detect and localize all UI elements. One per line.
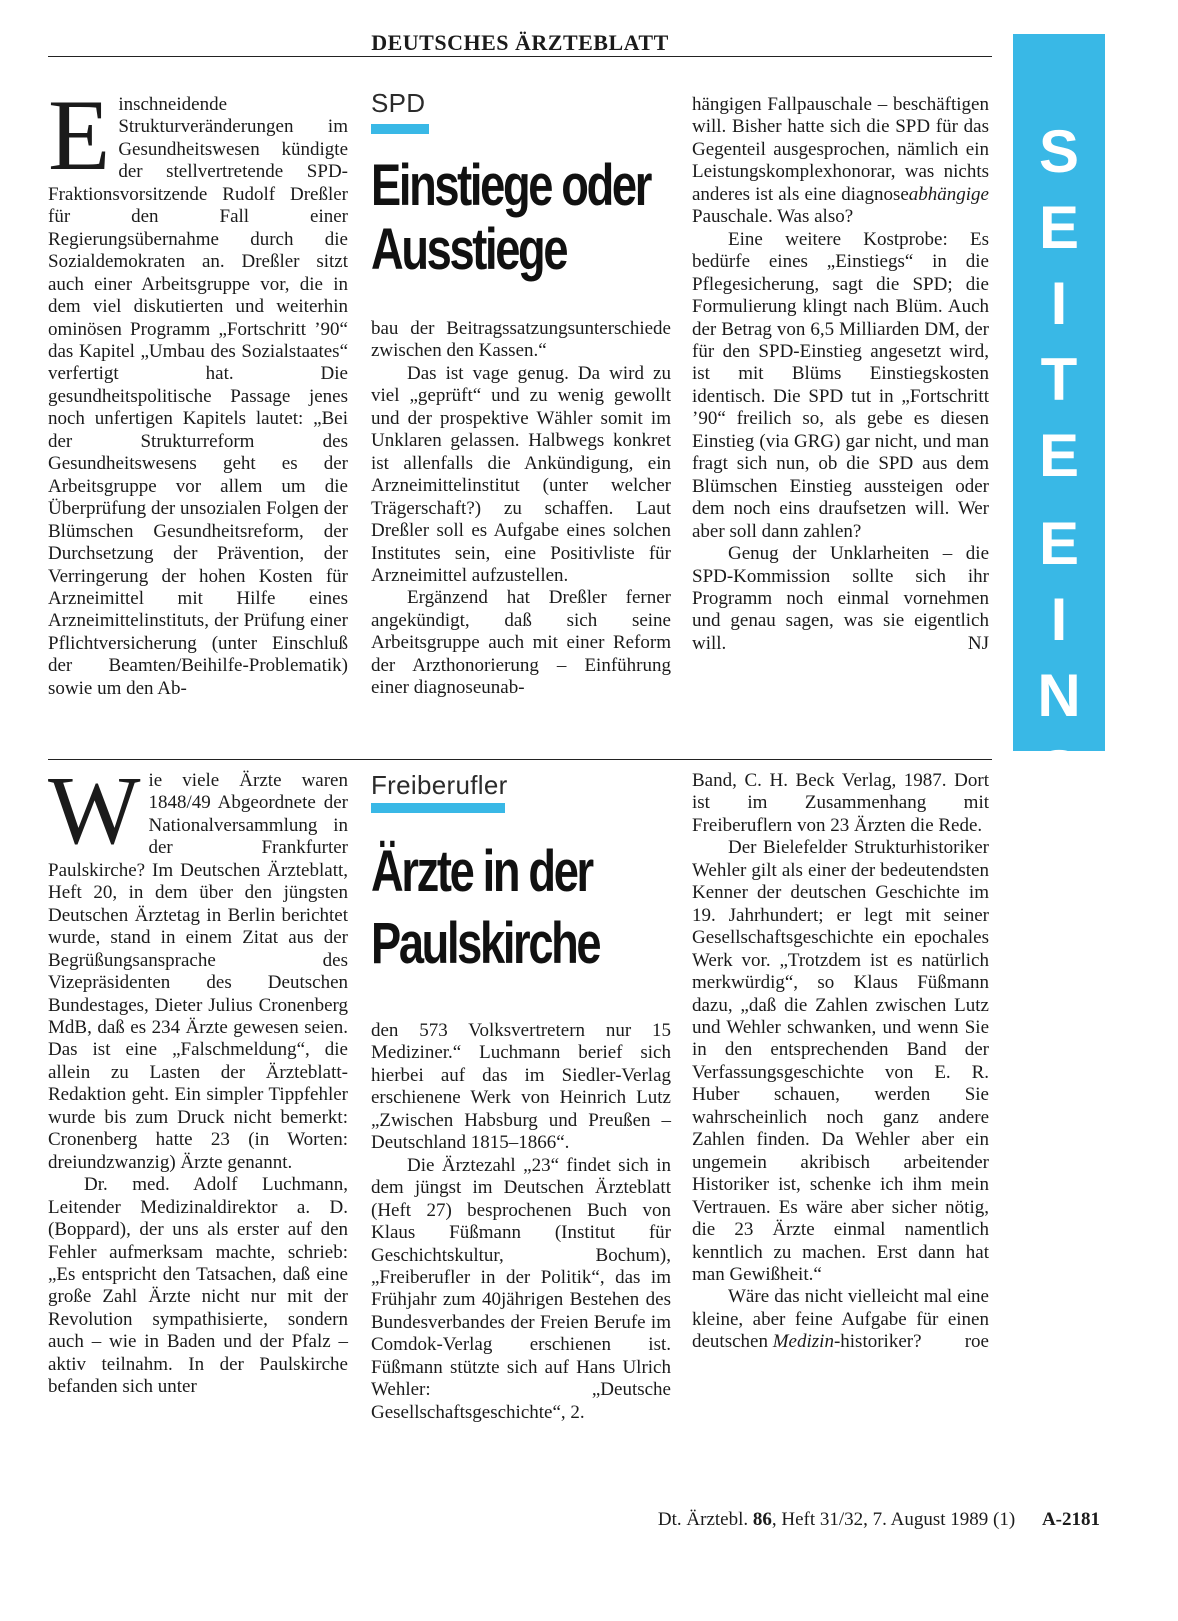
- article1-column3: [692, 94, 989, 655]
- article1-column1: [48, 79, 348, 700]
- sidebar-letter: I: [1050, 586, 1068, 653]
- headline-line: Paulskirche: [371, 911, 600, 976]
- paragraph: Eine weitere Kostprobe: Es bedürfe eines „Einstiegs“ in die Pflegesicherung, sagt die SPD; die Formulierung klingt nach Blüm. Auch der Betrag von 6,5 Milliarden DM, der für den SPD-Einstieg angesetzt wird, ist mit Blüms Einstiegskosten identisch. Die SPD tut in „Fortschritt ’90“ freilich so, als gebe es diesen Einstieg (via GRG) gar nicht, und man fragt sich nun, ob die SPD aus dem Blümschen Einstieg aussteigen oder dem noch eins draufsetzen will. Wer aber soll dann zahlen?: [692, 228, 989, 542]
- text: Wäre das nicht vielleicht mal eine kleine, aber feine Aufgabe für einen deutschen: [692, 1286, 989, 1353]
- drop-cap: W: [48, 757, 141, 865]
- article2-headline: [371, 836, 599, 980]
- article2-lead-text: ie viele Ärzte waren 1848/49 Abgeordnete der Nationalversammlung in der Frankfurter Paulskirche? Im Deutschen Ärzteblatt, Heft 20, in dem über den jüngsten Deutschen Ärztetag in Berlin berichtet wurde, stand in einem Zitat aus der Begrüßungsansprache des Vizepräsidenten des Deutschen Bundestages, Dieter Julius Cronenberg MdB, daß es 234 Ärzte gewesen seien. Das ist eine „Falschmeldung“, die allein zu Lasten der Ärzteblatt-Redaktion geht. Ein simpler Tippfehler wurde bis zum Druck nicht bemerkt: Cronenberg hatte 23 (in Worten: dreiundzwanzig) Ärzte genannt.: [48, 770, 348, 1173]
- article1-kicker: SPD: [371, 88, 426, 118]
- article1-column2: [371, 318, 671, 700]
- journal-name: Dt. Ärztebl.: [657, 1509, 749, 1530]
- sidebar-letter: I: [1050, 270, 1068, 337]
- issue-info: , Heft 31/32, 7. August 1989 (1): [771, 1509, 1016, 1530]
- paragraph: Genug der Unklarheiten – die SPD-Kommission sollte sich ihr Programm noch einmal vornehmen und genau sagen, was sie eigentlich will.: [692, 543, 989, 654]
- sidebar-letter: E: [1038, 194, 1080, 261]
- paragraph: Das ist vage genug. Da wird zu viel „geprüft“ und zu wenig gewollt und der prospektive Wähler somit im Unklaren gelassen. Halbwegs konkret ist allenfalls die Ankündigung, ein Arzneimittelinstitut (unter welcher Trägerschaft?) zu schaffen. Laut Dreßler soll es Aufgabe eines solchen Institutes sein, eine Positivliste für Arzneimittel aufzustellen.: [371, 362, 671, 586]
- article1-lead-text: inschneidende Strukturveränderungen im Gesundheitswesen kündigte der stellvertretende SPD-Fraktionsvorsitzende Rudolf Dreßler für den Fall einer Regierungsübernahme durch die Sozialdemokraten an. Dreßler sitzt auch einer Arbeitsgruppe vor, die in dem viel diskutierten und weiterhin ominösen Programm „Fortschritt ’90“ das Kapitel „Umbau des Sozialstaates“ verfertigt hat. Die gesundheitspolitische Passage jenes noch unfertigen Kapitels lautet: „Bei der Strukturreform des Gesundheitswesens geht es der Arbeitsgruppe vor allem um die Überprüfung der unsozialen Folgen der Blümschen Gesundheitsreform, der Durchsetzung der Prävention, der Verringerung der hohen Kosten für Arzneimittel mit Hilfe eines Arzneimittelinstituts, der Prüfung einer Pflichtversicherung (unter Einschluß der Beamten/Beihilfe-Problematik) sowie um den Ab-: [48, 94, 348, 699]
- text: hängigen Fallpauschale – beschäftigen will. Bisher hatte sich die SPD für das Gegenteil ausgesprochen, nämlich ein Leistungskomplexhonorar, was nichts anderes ist als eine diagnose: [692, 94, 989, 205]
- sidebar-letter: E: [1038, 422, 1080, 489]
- paragraph: Band, C. H. Beck Verlag, 1987. Dort ist im Zusammenhang mit Freiberuflern von 23 Ärzten die Rede.: [692, 770, 989, 836]
- paragraph: [692, 94, 989, 229]
- article2-kicker-bar: [371, 803, 505, 813]
- text: Pauschale. Was also?: [692, 206, 854, 228]
- page-footer: [480, 1509, 1100, 1531]
- headline-line: Einstiege oder: [371, 153, 650, 218]
- article2-column1: [48, 757, 348, 1399]
- masthead: DEUTSCHES ÄRZTEBLATT: [371, 30, 669, 55]
- article2-column3: [692, 770, 989, 1354]
- volume-number: 86: [752, 1509, 772, 1530]
- masthead-rule: [48, 56, 992, 57]
- author-signature: NJ: [967, 632, 989, 654]
- italic-text: Medizin: [772, 1331, 834, 1353]
- text: -historiker?: [833, 1331, 922, 1353]
- paragraph: den 573 Volksvertretern nur 15 Mediziner.“ Luchmann berief sich hierbei auf das im Siedler-Verlag erschienene Werk von Heinrich Lutz „Zwischen Habsburg und Preußen – Deutschland 1815–1866“.: [371, 1020, 671, 1154]
- seite-eins-sidebar: [1013, 34, 1105, 805]
- paragraph: Die Ärztezahl „23“ findet sich in dem jüngst im Deutschen Ärzteblatt (Heft 27) besprochenen Buch von Klaus Füßmann (Institut für Geschichtskultur, Bochum), „Freiberufler in der Politik“, das im Frühjahr zum 40jährigen Bestehen des Bundesverbandes der Freien Berufe im Comdok-Verlag erschienen ist. Füßmann stützte sich auf Hans Ulrich Wehler: „Deutsche Gesellschaftsgeschichte“, 2.: [371, 1154, 671, 1423]
- italic-text: abhängige: [908, 183, 989, 205]
- article2-column2: [371, 1020, 671, 1424]
- drop-cap: E: [48, 79, 111, 192]
- headline-line: Ärzte in der: [371, 839, 592, 904]
- sidebar-letter: S: [1038, 738, 1080, 805]
- sidebar-letter: E: [1038, 510, 1080, 577]
- section-divider: [48, 759, 992, 760]
- page-number: A-2181: [1041, 1509, 1100, 1530]
- article2-kicker: Freiberufler: [371, 770, 508, 800]
- paragraph: Der Bielefelder Strukturhistoriker Wehler gilt als einer der bedeutendsten Kenner der deutschen Geschichte im 19. Jahrhundert; er legt mit seiner Gesellschaftsgeschichte ein epochales Werk vor. „Trotzdem ist es natürlich merkwürdig“, so Klaus Füßmann dazu, „daß die Zahlen zwischen Lutz und Wehler schwanken, und wenn Sie in den entsprechenden Band der Verfassungsgeschichte von E. R. Huber schauen, werden Sie wahrscheinlich noch ganz andere Zahlen finden. Da Wehler aber ein ungemein akribisch arbeitender Historiker ist, schenke ich ihm mein Vertrauen. Es wäre aber sicher nötig, die 23 Ärzte einmal namentlich kenntlich zu machen. Erst dann hat man Gewißheit.“: [692, 837, 989, 1285]
- author-signature: roe: [964, 1331, 989, 1353]
- sidebar-letter: T: [1040, 346, 1078, 413]
- article1-kicker-bar: [371, 124, 429, 134]
- headline-line: Ausstiege: [371, 217, 567, 282]
- paragraph: bau der Beitragssatzungsunterschiede zwischen den Kassen.“: [371, 318, 671, 362]
- paragraph: Ergänzend hat Dreßler ferner angekündigt, daß sich seine Arbeitsgruppe auch mit einer Reform der Arzthonorierung – Einführung einer diagnoseunab-: [371, 587, 671, 699]
- sidebar-letter: S: [1038, 118, 1080, 185]
- article1-headline: [371, 154, 650, 282]
- sidebar-letter: N: [1037, 662, 1081, 729]
- paragraph: Dr. med. Adolf Luchmann, Leitender Medizinaldirektor a. D. (Boppard), der uns als erster auf den Fehler aufmerksam machte, schrieb: „Es entspricht den Tatsachen, daß eine große Zahl Ärzte nicht nur mit der Revolution sympathisierte, sondern auch – wie in Baden und der Pfalz – aktiv teilnahm. In der Paulskirche befanden sich unter: [48, 1174, 348, 1398]
